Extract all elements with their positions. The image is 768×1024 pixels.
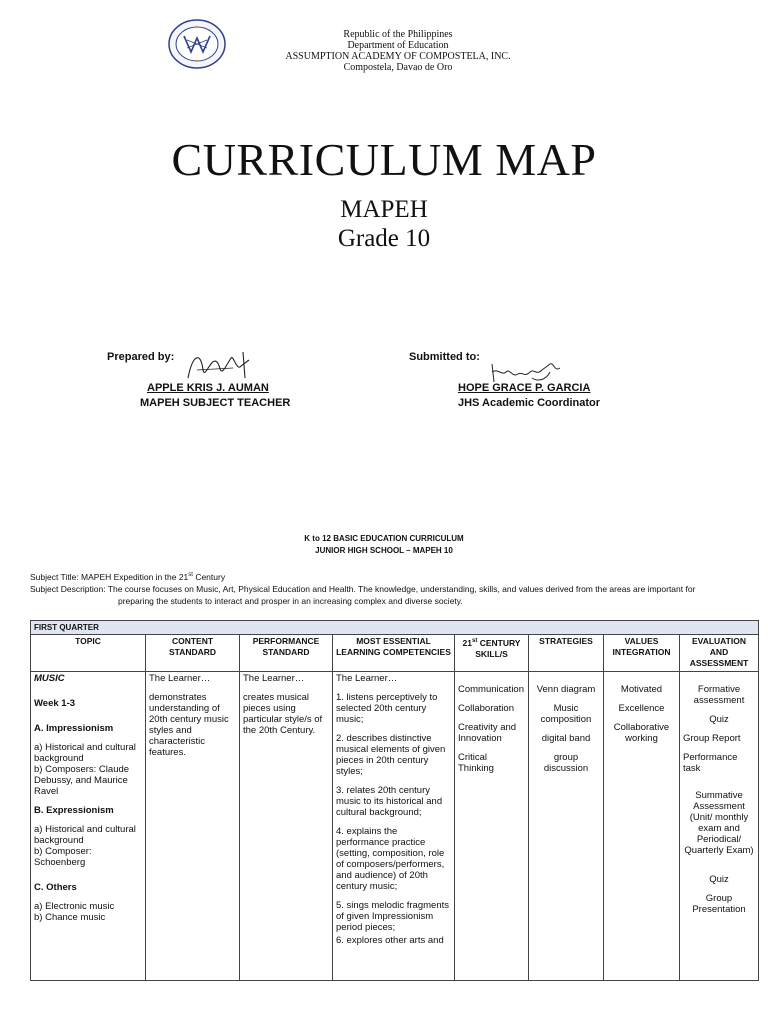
competencies-cell [333,672,455,981]
eval-formative: Formative assessment [693,684,745,706]
header-republic: Republic of the Philippines [343,29,453,40]
subject-title-line [30,569,750,583]
competency-item: 4. explains the performance practice (setting, composition, role of composers/performers, and audience) of 20th century music; [336,826,445,892]
eval-group-presentation: Group Presentation [692,893,746,915]
competency-item: 5. sings melodic fragments of given Impressionism period pieces; [336,900,449,933]
grade-level: Grade 10 [337,225,431,252]
values-cell [604,672,680,981]
curriculum-line-2: JUNIOR HIGH SCHOOL – MAPEH 10 [315,546,453,555]
evaluation-cell [680,672,759,981]
quarter-row [31,621,759,635]
strategy-item: Music composition [540,703,592,725]
col-content-standard: CONTENT STANDARD [146,635,240,672]
quarter-label: FIRST QUARTER [31,621,759,635]
skills-head-num: 21 [462,637,472,648]
submitted-to-label: Submitted to: [409,351,480,363]
eval-quiz-2: Quiz [709,874,729,885]
header-school-name: ASSUMPTION ACADEMY OF COMPOSTELA, INC. [285,51,511,62]
strategy-item: group discussion [543,752,589,774]
skill-item: Communication [458,684,524,695]
value-item: Excellence [618,703,665,714]
col-evaluation: EVALUATION AND ASSESSMENT [680,635,759,672]
submitted-to-role: JHS Academic Coordinator [458,397,601,409]
col-strategies: STRATEGIES [529,635,604,672]
topic-music: MUSIC [34,673,65,684]
table-row [31,672,759,981]
submitted-to-name: HOPE GRACE P. GARCIA [458,382,591,394]
skill-item: Collaboration [458,703,514,714]
subject-description: Subject Description: The course focuses on Music, Art, Physical Education and Health. The knowledge, understanding, skills, and values derived from the areas are important for [30,583,696,594]
col-topic: TOPIC [31,635,146,672]
strategy-item: digital band [541,733,591,744]
skills-head-sup: st [471,638,478,644]
performance-learner: The Learner… [243,673,305,684]
subject-info [30,569,750,607]
prepared-by-label: Prepared by: [107,351,175,363]
subject-title-text: Subject Title: MAPEH Expedition in the 21 [30,571,189,582]
col-values: VALUES INTEGRATION [604,635,680,672]
competency-item: 2. describes distinctive musical elements of given pieces in 20th century styles; [336,733,446,777]
header-row [31,635,759,672]
prepared-by-role: MAPEH SUBJECT TEACHER [140,397,291,409]
eval-summative: Summative Assessment (Unit/ monthly exam and Periodical/ Quarterly Exam) [684,790,754,856]
header-department: Department of Education [347,40,449,51]
content-standard-text: demonstrates understanding of 20th century music styles and characteristic features. [149,692,229,758]
subject-title-suffix: Century [192,571,226,582]
prepared-by-name: APPLE KRIS J. AUMAN [147,382,269,394]
subject-description-cont: preparing the students to interact and prosper in an increasing complex and diverse society. [118,595,463,606]
skill-item: Creativity and Innovation [458,722,517,744]
value-item: Collaborative working [613,722,670,744]
topic-cell [31,672,146,981]
competency-item: 6. explores other arts and [336,935,444,946]
teacher-signature [183,348,263,384]
value-item: Motivated [620,684,663,695]
topic-others: C. Others [34,882,77,893]
competency-item: 3. relates 20th century music to its historical and cultural background; [336,785,443,818]
eval-performance-task: Performance task [683,752,738,774]
topic-impressionism-items: a) Historical and cultural background b) Composers: Claude Debussy, and Maurice Ravel [34,742,136,797]
topic-expressionism: B. Expressionism [34,805,114,816]
performance-standard-text: creates musical pieces using particular style/s of the 20th Century. [243,692,323,736]
school-seal [167,18,227,70]
strategies-cell [529,672,604,981]
topic-week: Week 1-3 [34,698,76,709]
topic-others-items: a) Electronic music b) Chance music [34,901,115,923]
eval-group-report: Group Report [683,733,741,744]
content-learner: The Learner… [149,673,211,684]
curriculum-map-table [30,620,759,981]
skill-item: Critical Thinking [458,752,494,774]
topic-impressionism: A. Impressionism [34,723,114,734]
skills-head-text: CENTURY SKILL/S [475,637,521,659]
col-competencies: MOST ESSENTIAL LEARNING COMPETENCIES [333,635,455,672]
subject-name: MAPEH [340,196,428,223]
topic-expressionism-items: a) Historical and cultural background b) Composer: Schoenberg [34,824,136,868]
school-header [228,29,568,73]
header-address: Compostela, Davao de Oro [343,62,453,73]
curriculum-heading [0,533,768,557]
curriculum-line-1: K to 12 BASIC EDUCATION CURRICULUM [304,534,464,543]
school-seal-icon [167,18,227,70]
eval-quiz: Quiz [709,714,729,725]
skills-cell [455,672,529,981]
subject-title-sup: st [188,572,193,578]
col-century-skills [455,635,529,672]
competency-item: 1. listens perceptively to selected 20th century music; [336,692,438,725]
competencies-learner: The Learner… [336,673,398,684]
document-title: CURRICULUM MAP [171,134,597,185]
performance-standard-cell [240,672,333,981]
col-performance-standard: PERFORMANCE STANDARD [240,635,333,672]
strategy-item: Venn diagram [536,684,596,695]
content-standard-cell [146,672,240,981]
